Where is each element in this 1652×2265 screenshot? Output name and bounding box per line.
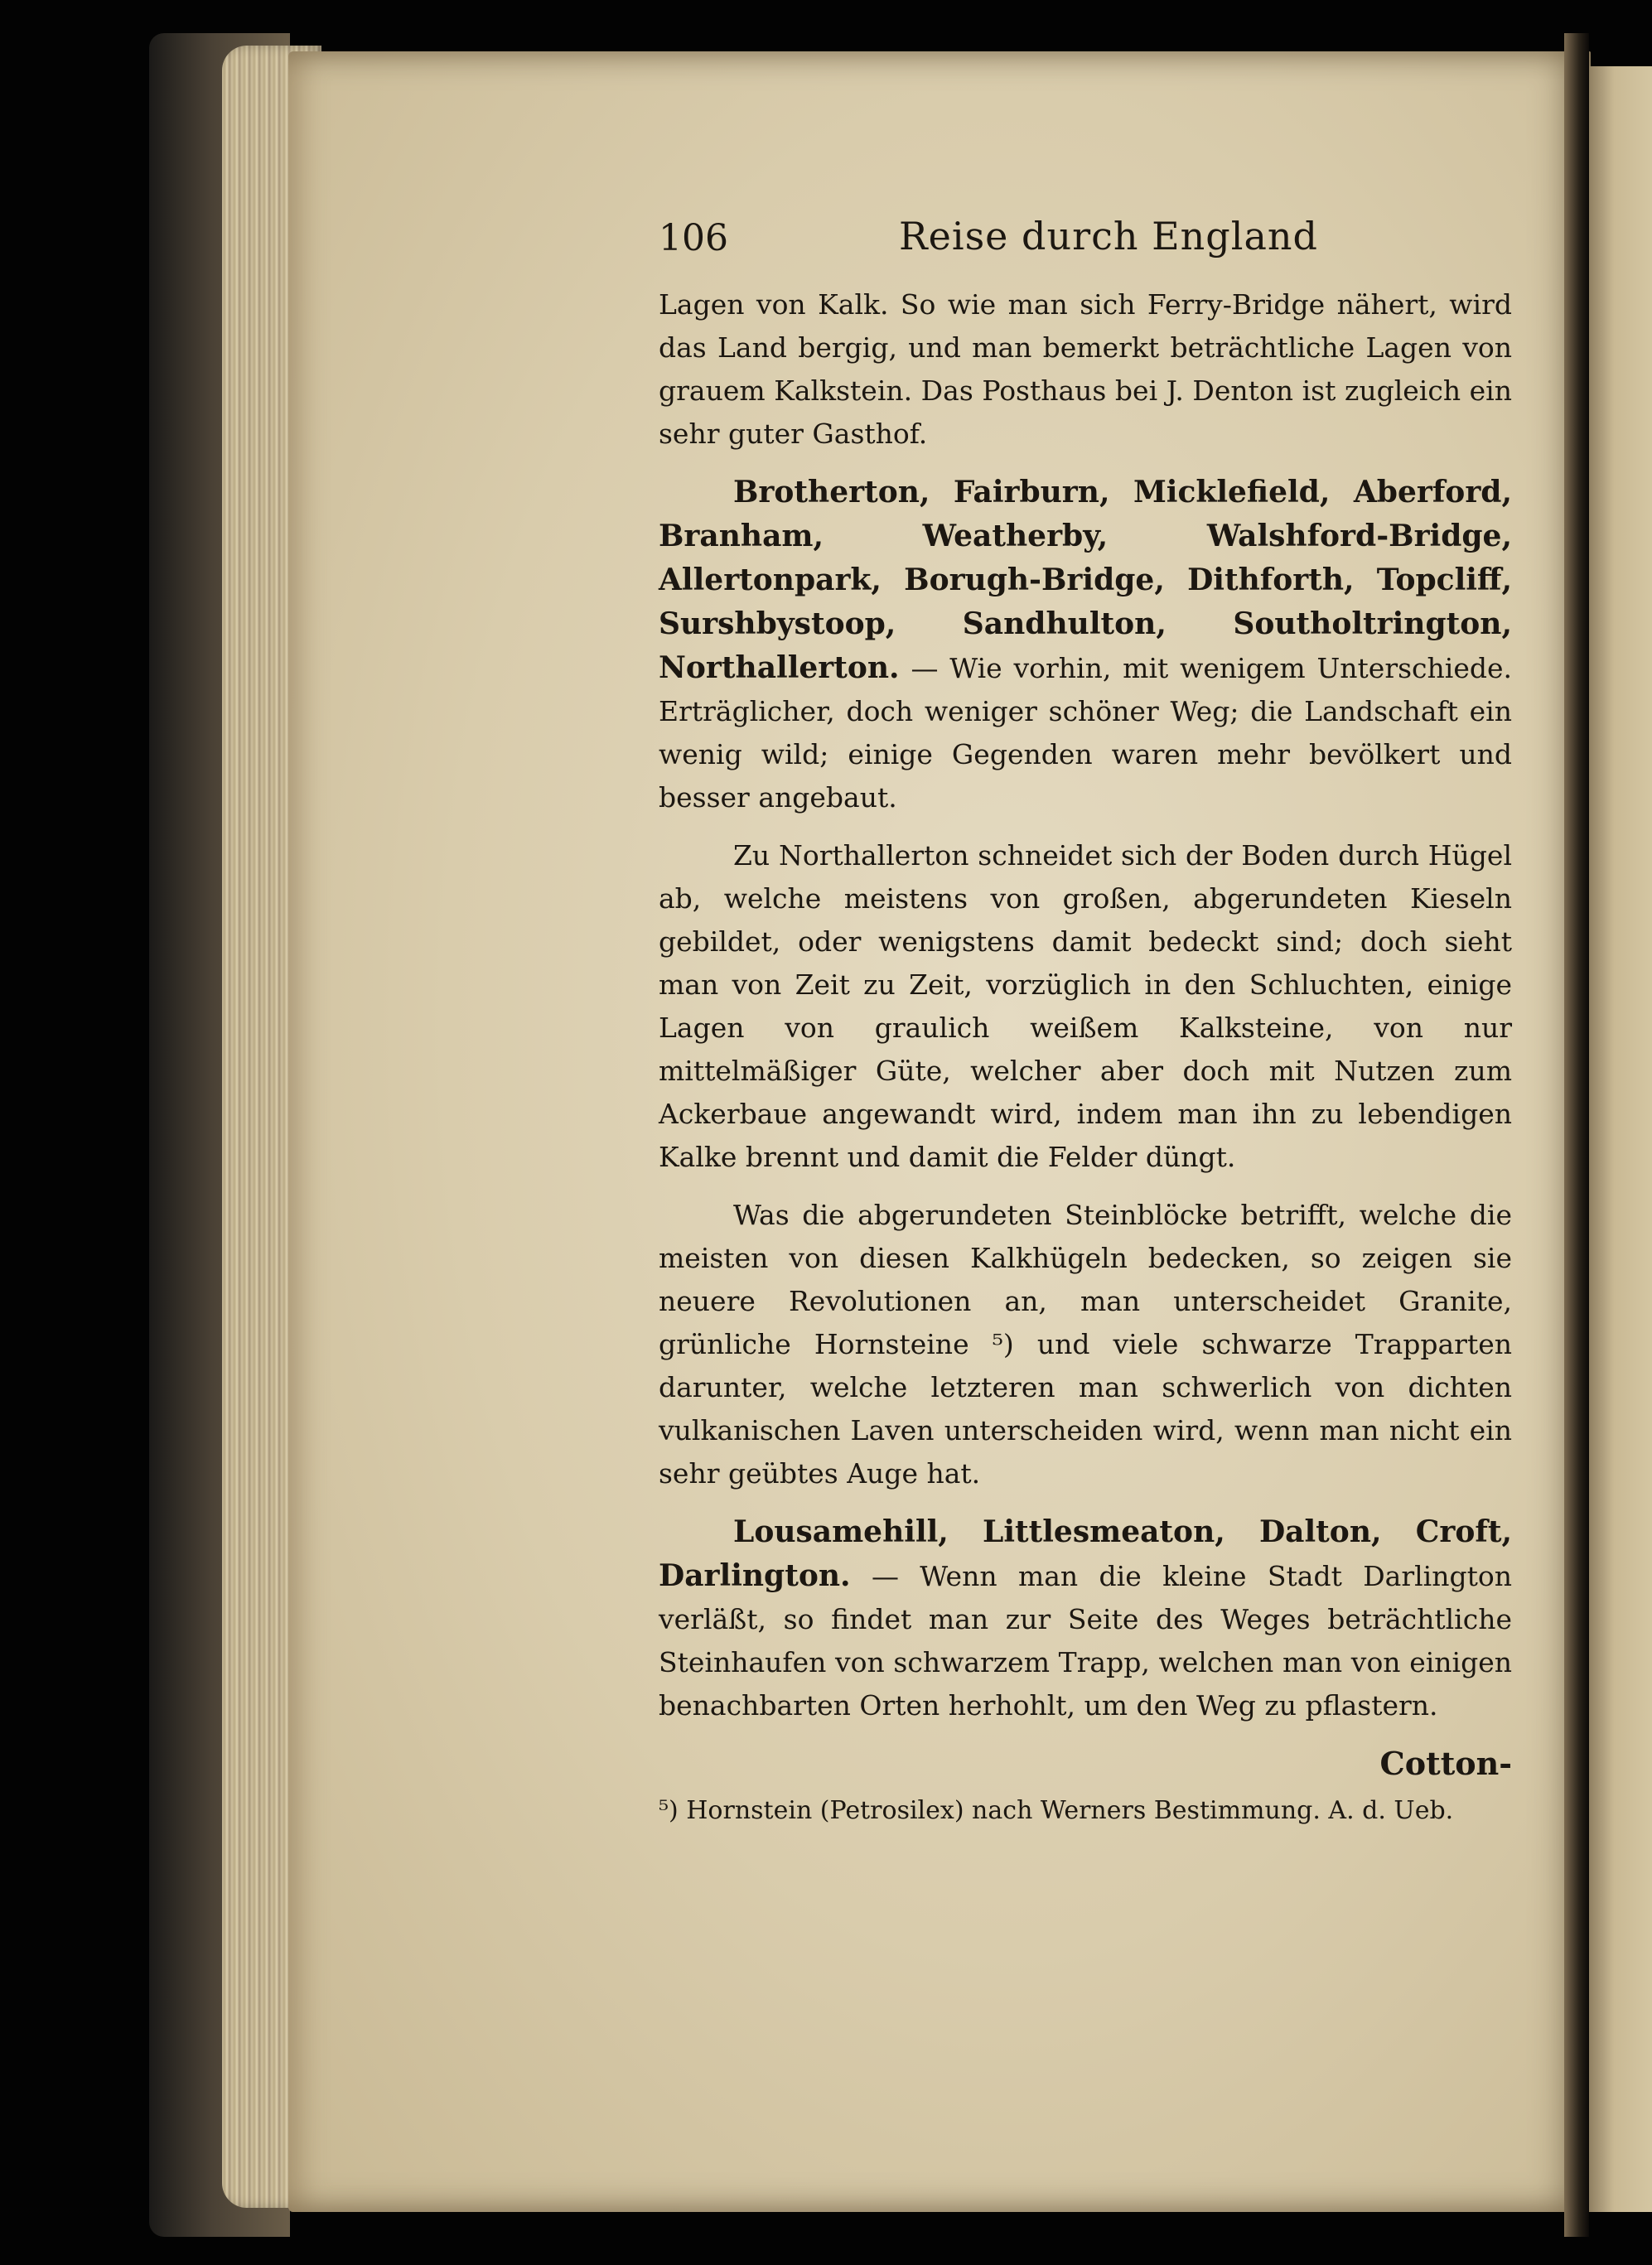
paragraph-2: [659, 471, 1512, 819]
paragraph-3: Zu Northallerton schneidet sich der Boden durch Hügel ab, welche meistens von großen, abgerundeten Kieseln gebildet, oder wenigstens damit bedeckt sind; doch sieht man von Zeit zu Zeit, vorzüglich in den Schluchten, einige Lagen von graulich weißem Kalksteine, von nur mittelmäßiger Güte, welcher aber doch mit Nutzen zum Ackerbaue angewandt wird, indem man ihn zu lebendigen Kalke brennt und damit die Felder düngt.: [659, 839, 1512, 1173]
page-number: 106: [659, 217, 728, 259]
paragraph-5-text: — Wenn man die kleine Stadt Darlington verläßt, so findet man zur Seite des Weges beträchtliche Steinhaufen von schwarzem Trapp, welchen man von einigen benachbarten Orten herhohlt, um den Weg zu pflastern.: [659, 1560, 1512, 1722]
catchword: Cotton-: [1379, 1745, 1512, 1782]
page-text-block: [659, 214, 1513, 1855]
place-names-2: Lousamehill, Littlesmeaton, Dalton, Croft, Darlington.: [659, 1514, 1512, 1593]
footnote: ⁵) Hornstein (Petrosilex) nach Werners Bestimmung. A. d. Ueb.: [659, 1796, 1454, 1825]
place-names-1: Brotherton, Fairburn, Micklefield, Aberford, Branham, Weatherby, Walshford-Bridge, Allertonpark, Borugh-Bridge, Dithforth, Topcliff, Surshbystoop, Sandhulton, Southoltrington, Northallerton.: [659, 475, 1512, 685]
paragraph-2-text: — Wie vorhin, mit wenigem Unterschiede. Erträglicher, doch weniger schöner Weg; die Landschaft ein wenig wild; einige Gegenden waren mehr bevölkert und besser angebaut.: [659, 652, 1513, 814]
running-title: Reise durch England: [899, 214, 1318, 258]
book-gutter: [1564, 33, 1589, 2237]
paragraph-1: Lagen von Kalk. So wie man sich Ferry-Bridge nähert, wird das Land bergig, und man bemerkt beträchtliche Lagen von grauem Kalkstein. Das Posthaus bei J. Denton ist zugleich ein sehr guter Gasthof.: [659, 288, 1512, 450]
paragraph-4: Was die abgerundeten Steinblöcke betrifft, welche die meisten von diesen Kalkhügeln bedecken, so zeigen sie neuere Revolutionen an, man unterscheidet Granite, grünliche Hornsteine ⁵) und viele schwarze Trapparten darunter, welche letzteren man schwerlich von dichten vulkanischen Laven unterscheiden wird, wenn man nicht ein sehr geübtes Auge hat.: [659, 1199, 1512, 1490]
facing-page-edge: [1589, 66, 1652, 2212]
page-header: [659, 214, 1512, 283]
paragraph-5: [659, 1510, 1512, 1727]
